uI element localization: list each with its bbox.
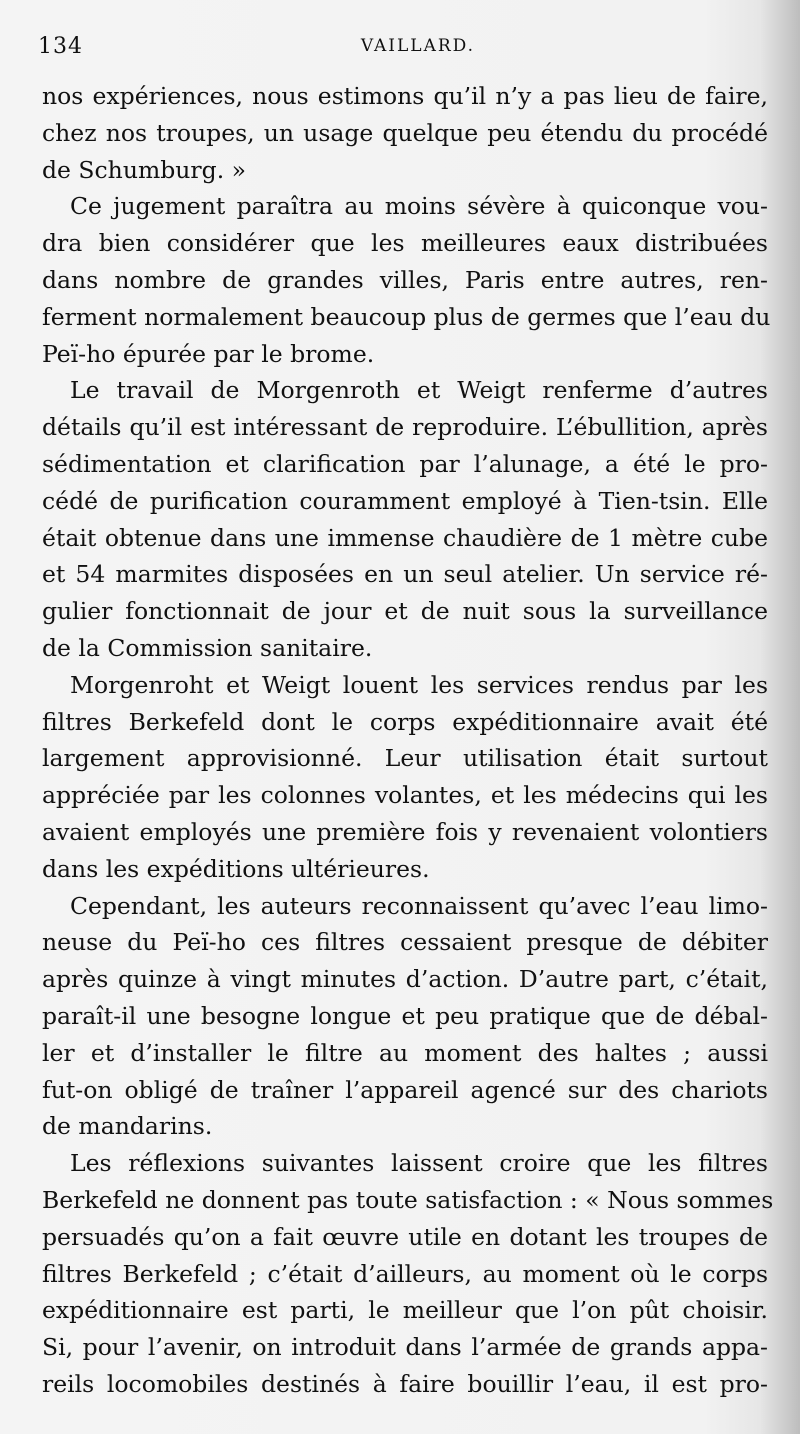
text-line: Les réflexions suivantes laissent croire que les filtres <box>70 1149 768 1178</box>
text-line: appréciée par les colonnes volantes, et les médecins qui les <box>42 781 768 810</box>
text-line: Si, pour l’avenir, on introduit dans l’armée de grands appa- <box>42 1333 768 1362</box>
text-line: sédimentation et clarification par l’alunage, a été le pro- <box>42 449 768 478</box>
text-line: de mandarins. <box>42 1112 213 1141</box>
text-line: chez nos troupes, un usage quelque peu étendu du procédé <box>42 118 768 147</box>
body-text <box>42 78 774 1403</box>
text-line: dra bien considérer que les meilleures eaux distribuées <box>42 229 768 258</box>
text-line: et 54 marmites disposées en un seul atelier. Un service ré- <box>42 560 768 589</box>
running-head <box>38 30 768 70</box>
text-line: expéditionnaire est parti, le meilleur que l’on pût choisir. <box>42 1296 768 1325</box>
text-line: filtres Berkefeld ; c’était d’ailleurs, au moment où le corps <box>42 1259 768 1288</box>
text-line: Berkefeld ne donnent pas toute satisfaction : « Nous sommes <box>42 1185 774 1214</box>
running-title: VAILLARD. <box>360 36 476 56</box>
text-line: nos expériences, nous estimons qu’il n’y a pas lieu de faire, <box>42 82 768 110</box>
text-line: de la Commission sanitaire. <box>42 633 373 662</box>
text-line: Ce jugement paraîtra au moins sévère à quiconque vou- <box>70 192 768 221</box>
text-line: dans nombre de grandes villes, Paris entre autres, ren- <box>42 265 768 294</box>
text-line: paraît-il une besogne longue et peu pratique que de débal- <box>42 1001 768 1030</box>
text-line: cédé de purification couramment employé à Tien-tsin. Elle <box>42 486 768 515</box>
page-number: 134 <box>38 34 83 59</box>
text-line: Peï-ho épurée par le brome. <box>42 339 375 368</box>
text-line: persuadés qu’on a fait œuvre utile en dotant les troupes de <box>42 1222 768 1251</box>
text-line: détails qu’il est intéressant de reproduire. L’ébullition, après <box>42 413 768 442</box>
text-line: ferment normalement beaucoup plus de germes que l’eau du <box>42 302 771 331</box>
text-line: filtres Berkefeld dont le corps expéditionnaire avait été <box>42 707 768 736</box>
text-line: dans les expéditions ultérieures. <box>42 854 430 883</box>
text-line: ler et d’installer le filtre au moment des haltes ; aussi <box>42 1038 768 1067</box>
text-line: Cependant, les auteurs reconnaissent qu’avec l’eau limo- <box>70 891 768 920</box>
text-line: largement approvisionné. Leur utilisation était surtout <box>42 744 768 773</box>
text-line: après quinze à vingt minutes d’action. D’autre part, c’était, <box>42 965 768 994</box>
text-line: fut-on obligé de traîner l’appareil agencé sur des chariots <box>42 1075 768 1104</box>
text-line: neuse du Peï-ho ces filtres cessaient presque de débiter <box>42 928 768 957</box>
text-line: gulier fonctionnait de jour et de nuit sous la surveillance <box>42 597 768 626</box>
text-line: Morgenroht et Weigt louent les services rendus par les <box>70 670 768 699</box>
text-line: avaient employés une première fois y revenaient volontiers <box>42 817 768 846</box>
text-line: reils locomobiles destinés à faire bouillir l’eau, il est pro- <box>42 1369 768 1398</box>
text-line: était obtenue dans une immense chaudière de 1 mètre cube <box>42 523 768 552</box>
text-line: de Schumburg. » <box>42 155 247 184</box>
text-line: Le travail de Morgenroth et Weigt renferme d’autres <box>70 376 768 405</box>
